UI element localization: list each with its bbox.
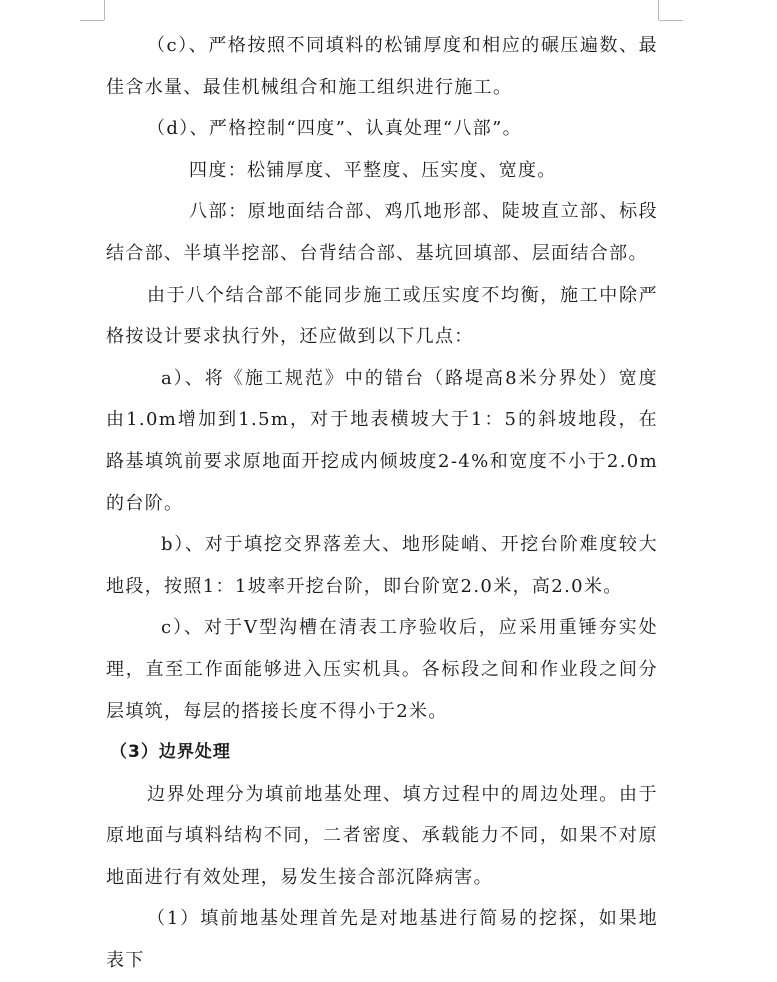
paragraph-item-c: （c）、严格按照不同填料的松铺厚度和相应的碾压遍数、最佳含水量、最佳机械组合和施工组织进行施工。	[106, 35, 658, 98]
crop-mark-top-left	[104, 0, 105, 20]
document-body	[106, 25, 658, 982]
paragraph-boundary: 边界处理分为填前地基处理、填方过程中的周边处理。由于原地面与填料结构不同，二者密度、承载能力不同，如果不对原地面进行有效处理，易发生接合部沉降病害。	[106, 783, 658, 888]
crop-mark-top-right-horizontal	[659, 20, 683, 21]
paragraph-four-degrees: 四度：松铺厚度、平整度、压实度、宽度。	[189, 159, 557, 181]
paragraph-item-c2: c）、对于V型沟槽在清表工序验收后，应采用重锤夯实处理，直至工作面能够进入压实机具。各标段之间和作业段之间分层填筑，每层的搭接长度不得小于2米。	[106, 617, 658, 722]
paragraph-eight-parts: 八部：原地面结合部、鸡爪地形部、陡坡直立部、标段结合部、半填半挖部、台背结合部、基坑回填部、层面结合部。	[106, 201, 658, 264]
crop-mark-top-right	[658, 0, 659, 20]
paragraph-intro: 由于八个结合部不能同步施工或压实度不均衡，施工中除严格按设计要求执行外，还应做到以下几点：	[106, 284, 658, 348]
paragraph-item-1: （1）填前地基处理首先是对地基进行简易的挖探，如果地表下	[106, 908, 658, 972]
paragraph-item-d: （d）、严格控制“四度”、认真处理“八部”。	[147, 118, 523, 140]
paragraph-item-b: b）、对于填挖交界落差大、地形陡峭、开挖台阶难度较大地段，按照1：1坡率开挖台阶，即台阶宽2.0米，高2.0米。	[106, 534, 658, 597]
section-heading-boundary: （3）边界处理	[110, 742, 231, 763]
crop-mark-top-left-horizontal	[80, 20, 104, 21]
paragraph-item-a: a）、将《施工规范》中的错台（路堤高8米分界处）宽度由1.0m增加到1.5m，对于地表横坡大于1：5的斜坡地段，在路基填筑前要求原地面开挖成内倾坡度2-4%和宽度不小于2.0m的台阶。	[106, 367, 658, 514]
